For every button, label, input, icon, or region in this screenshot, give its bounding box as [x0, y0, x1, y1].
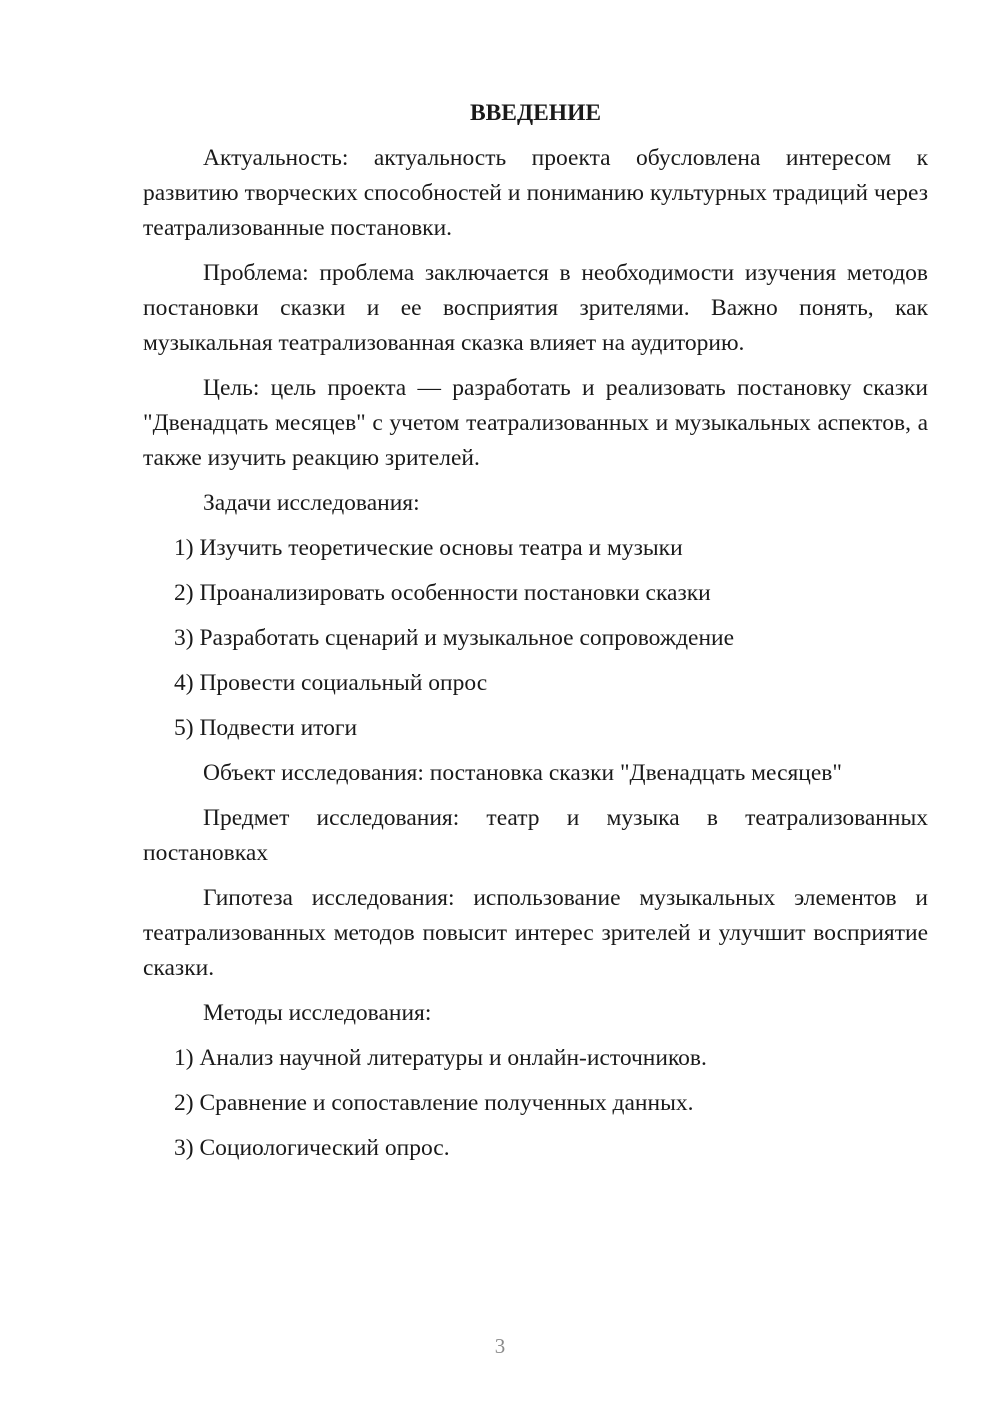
page-number: 3 [494, 1334, 506, 1358]
list-item: 4) Провести социальный опрос [174, 670, 488, 696]
list-item: 1) Анализ научной литературы и онлайн-источников. [174, 1045, 707, 1071]
methods-title: Методы исследования: [203, 1000, 432, 1026]
paragraph-subject: Предмет исследования: театр и музыка в театрализованных постановках [143, 805, 928, 866]
list-item: 2) Проанализировать особенности постановки сказки [174, 580, 711, 606]
list-item: 5) Подвести итоги [174, 715, 358, 741]
methods-list [143, 1041, 928, 1166]
list-item: 3) Социологический опрос. [174, 1135, 450, 1161]
paragraph-goal: Цель: цель проекта — разработать и реализовать постановку сказки "Двенадцать месяцев" с учетом театрализованных и музыкальных аспектов, а также изучить реакцию зрителей. [143, 375, 928, 471]
paragraph-problem: Проблема: проблема заключается в необходимости изучения методов постановки сказки и ее восприятия зрителями. Важно понять, как музыкальная театрализованная сказка влияет на аудиторию. [143, 260, 928, 356]
page-content [143, 96, 928, 1176]
tasks-title: Задачи исследования: [203, 490, 420, 516]
list-item: 3) Разработать сценарий и музыкальное сопровождение [174, 625, 735, 651]
paragraph-hypothesis: Гипотеза исследования: использование музыкальных элементов и театрализованных методов повысит интерес зрителей и улучшит восприятие сказки. [143, 885, 928, 981]
list-item: 2) Сравнение и сопоставление полученных данных. [174, 1090, 694, 1116]
page-title: ВВЕДЕНИЕ [469, 100, 602, 126]
paragraph-object: Объект исследования: постановка сказки "Двенадцать месяцев" [203, 760, 842, 786]
paragraph-actuality: Актуальность: актуальность проекта обусловлена интересом к развитию творческих способностей и пониманию культурных традиций через театрализованные постановки. [143, 145, 928, 241]
tasks-list [143, 531, 928, 746]
list-item: 1) Изучить теоретические основы театра и музыки [174, 535, 683, 561]
